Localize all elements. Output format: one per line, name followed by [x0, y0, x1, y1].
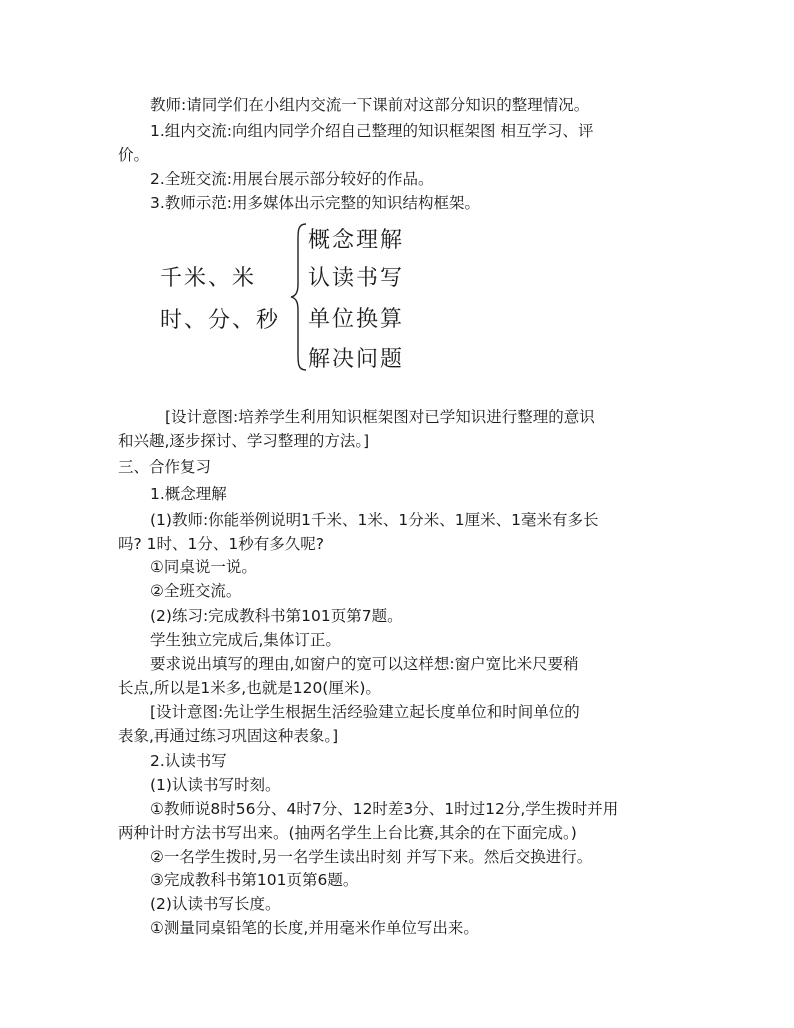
list-item: ②一名学生拨时,另一名学生读出时刻 并写下来。然后交换进行。: [150, 848, 593, 866]
framework-left-item: 千米、米: [160, 266, 257, 291]
requirement: 要求说出填写的理由,如窗户的宽可以这样想:窗户宽比米尺要稍: [150, 655, 579, 673]
question-1: (1)教师:你能举例说明1千米、1米、1分米、1厘米、1毫米有多长: [150, 511, 599, 529]
design-intent-1: [设计意图:培养学生利用知识框架图对已学知识进行整理的意识: [165, 408, 595, 426]
list-item: ①测量同桌铅笔的长度,并用毫米作单位写出来。: [150, 919, 479, 937]
read-write-length: (2)认读书写长度。: [150, 895, 281, 913]
list-item: ①教师说8时56分、4时7分、12时差3分、1时过12分,学生拨时并用: [150, 800, 619, 818]
list-item-cont: 两种计时方法书写出来。(抽两名学生上台比赛,其余的在下面完成。): [118, 824, 577, 842]
section-heading: 三、合作复习: [118, 458, 212, 476]
practice-note: 学生独立完成后,集体订正。: [150, 631, 341, 649]
design-intent-1-cont: 和兴趣,逐步探讨、学习整理的方法。]: [118, 432, 370, 450]
framework-right-item: 认读书写: [308, 266, 405, 291]
step-class-exchange: 2.全班交流:用展台展示部分较好的作品。: [150, 170, 434, 188]
list-item: ②全班交流。: [150, 582, 242, 600]
brace-icon: [289, 222, 309, 372]
design-intent-2: [设计意图:先让学生根据生活经验建立起长度单位和时间单位的: [150, 703, 580, 721]
framework-left-item: 时、分、秒: [160, 308, 281, 333]
step-group-exchange-cont: 价。: [118, 146, 150, 164]
design-intent-2-cont: 表象,再通过练习巩固这种表象。]: [118, 727, 339, 745]
step-teacher-demo: 3.教师示范:用多媒体出示完整的知识结构框架。: [150, 194, 481, 212]
step-group-exchange: 1.组内交流:向组内同学介绍自己整理的知识框架图 相互学习、评: [150, 122, 594, 140]
framework-right-item: 概念理解: [308, 228, 405, 253]
list-item: ①同桌说一说。: [150, 558, 257, 576]
list-item: ③完成教科书第101页第6题。: [150, 871, 359, 889]
teacher-prompt: 教师:请同学们在小组内交流一下课前对这部分知识的整理情况。: [150, 96, 590, 114]
practice-2: (2)练习:完成教科书第101页第7题。: [150, 607, 403, 625]
requirement-cont: 长点,所以是1米多,也就是120(厘米)。: [118, 679, 381, 697]
read-write-time: (1)认读书写时刻。: [150, 776, 281, 794]
subheading-read-write: 2.认读书写: [150, 752, 227, 770]
question-1-cont: 吗? 1时、1分、1秒有多久呢?: [118, 535, 324, 553]
framework-right-item: 单位换算: [308, 307, 405, 332]
subheading-concept: 1.概念理解: [150, 485, 227, 503]
framework-right-item: 解决问题: [308, 347, 405, 372]
